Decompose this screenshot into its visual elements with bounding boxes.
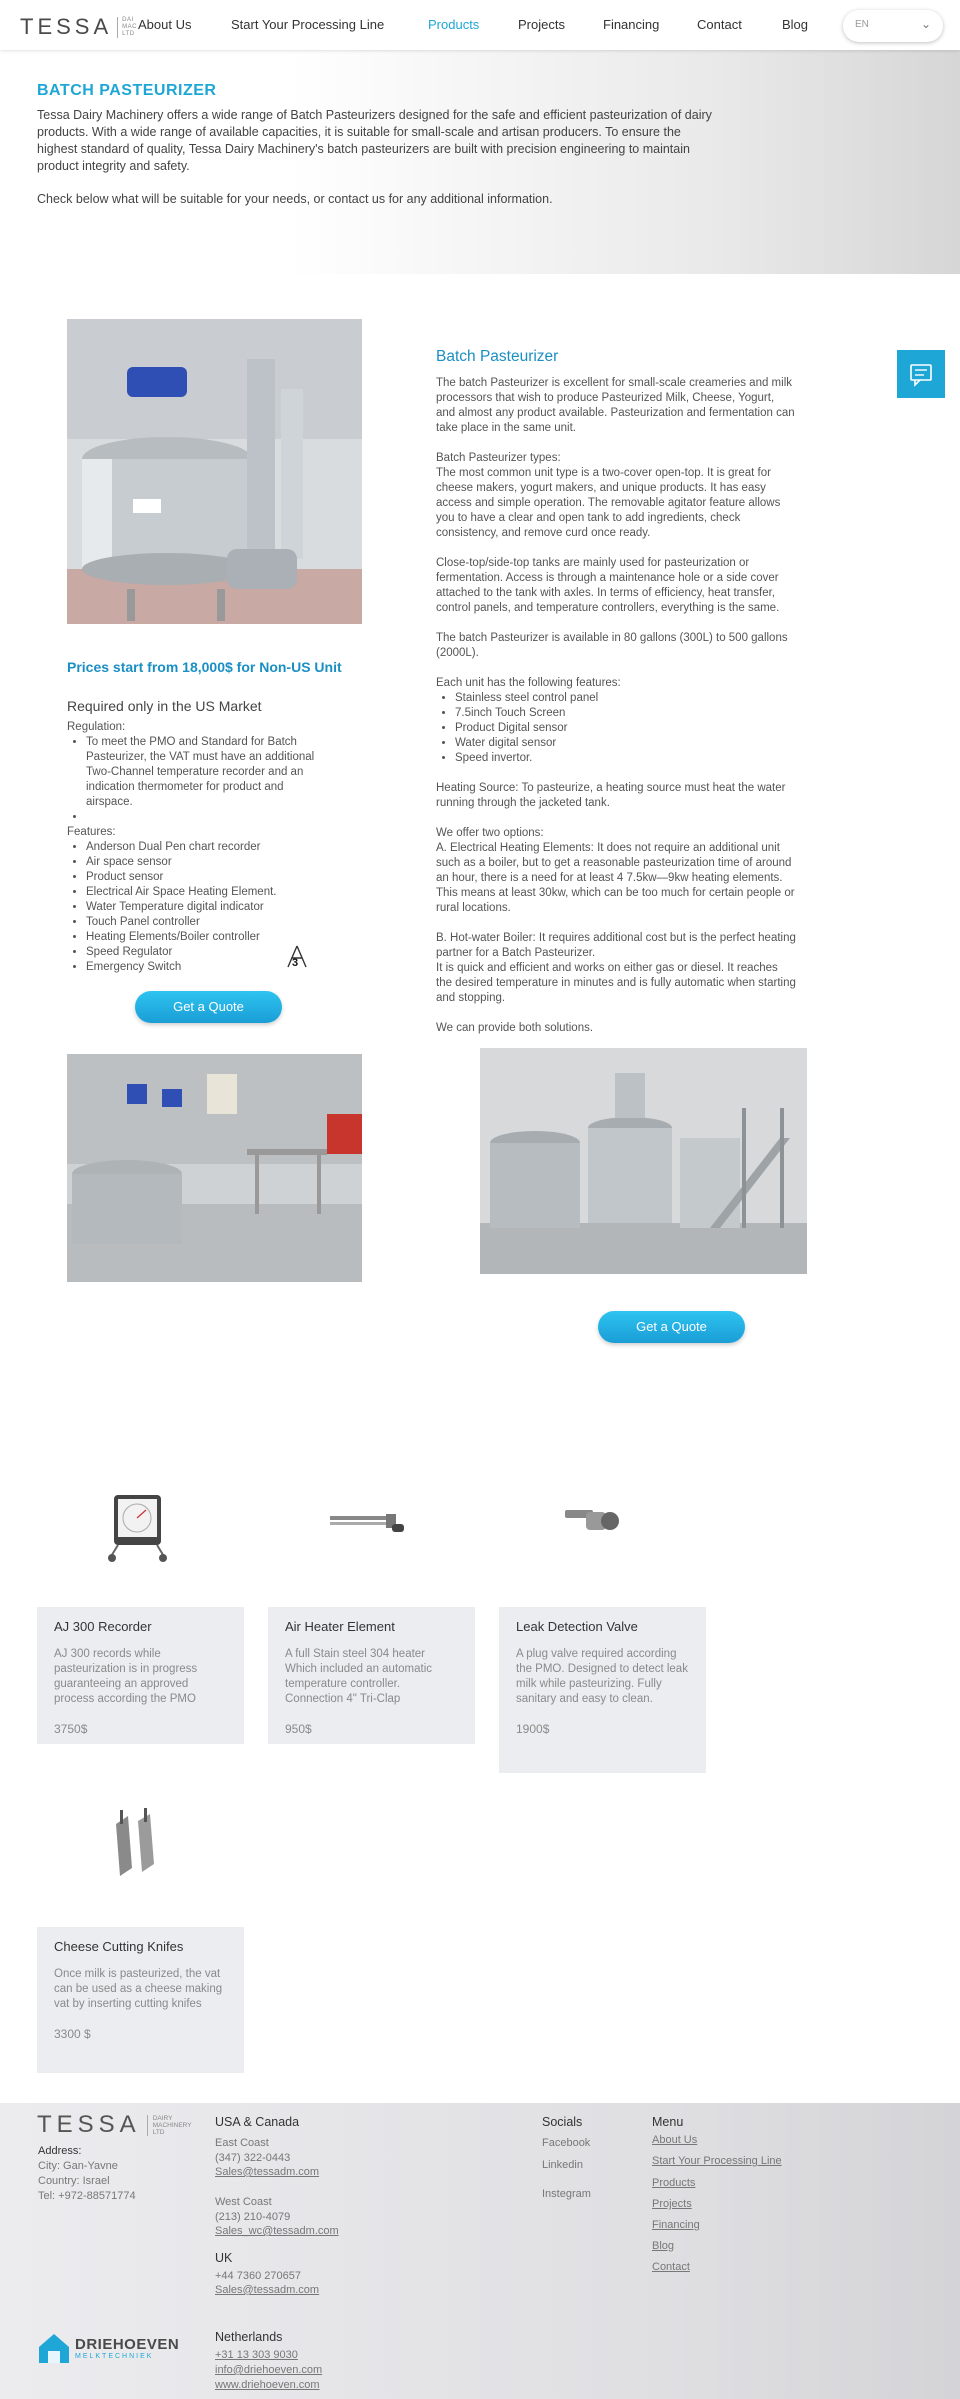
option-b-paragraph: B. Hot-water Boiler: It requires additional cost but is the perfect heating partner for a Batch Pasteurizer. [436,932,796,959]
instagram-link[interactable]: Instegram [542,2188,591,2200]
uk-phone[interactable]: +44 7360 270657 [215,2270,301,2282]
nav-blog[interactable]: Blog [782,17,809,32]
netherlands-phone[interactable]: +31 13 303 9030 [215,2349,298,2361]
list-item: • Air space sensor [86,855,327,870]
uk-title: UK [215,2251,233,2265]
list-item: • Heating Elements/Boiler controller [86,930,327,945]
tessa-logo[interactable] [20,14,137,40]
footer-link-products[interactable]: Products [652,2177,696,2189]
get-quote-button-right[interactable]: Get a Quote [598,1311,745,1343]
list-item: • Anderson Dual Pen chart recorder [86,840,327,855]
page-title: BATCH PASTEURIZER [37,82,217,99]
solutions-paragraph: We can provide both solutions. [436,1022,594,1034]
heater-rod-icon [328,1508,408,1538]
us-market-title: Required only in the US Market [67,698,262,714]
list-item: • Touch Panel controller [86,915,327,930]
types-label: Batch Pasteurizer types: [436,452,561,464]
list-item: • Product sensor [86,870,327,885]
netherlands-title: Netherlands [215,2330,283,2344]
footer-link-financing[interactable]: Financing [652,2219,700,2231]
section-title: Batch Pasteurizer [436,348,559,365]
product-price: 3750$ [54,1722,88,1736]
list-item: • Electrical Air Space Heating Element. [86,885,327,900]
address-city: City: Gan-Yavne [38,2160,118,2172]
product-price: 950$ [285,1722,312,1736]
product-card[interactable] [268,1607,475,1744]
features-label: Each unit has the following features: [436,677,621,689]
product-description: A full Stain steel 304 heater Which included an automatic temperature controller. Connection 4" Tri-Clap [285,1648,433,1705]
list-item: • Water Temperature digital indicator [86,900,327,915]
east-coast-label: East Coast [215,2137,269,2149]
hero-intro: Tessa Dairy Machinery offers a wide range of Batch Pasteurizers designed for the safe and efficient pasteurization of dairy products. With a wide range of available capacities, it is suitable for small-scale and artisan producers. To ensure the highest standard of quality, Tessa Dairy Machinery's batch pasteurizers are built with precision engineering to maintain product integrity and safety. [37,108,712,173]
hero-cta-text: Check below what will be suitable for your needs, or contact us for any additional information. [37,192,553,206]
netherlands-website[interactable]: www.driehoeven.com [215,2379,320,2391]
list-item: • Stainless steel control panel [455,691,796,706]
facebook-link[interactable]: Facebook [542,2137,591,2149]
price-text: Prices start from 18,000$ for Non-US Unit [67,659,342,675]
option-b-detail: It is quick and efficient and works on either gas or diesel. It reaches the desired temperature in minutes and is fully automatic when starting and stopping. [436,962,796,1004]
nav-start-processing-line[interactable]: Start Your Processing Line [231,17,385,32]
site-footer [0,2103,960,2399]
product-name: AJ 300 Recorder [54,1619,152,1634]
chat-icon [897,350,945,398]
house-icon [37,2331,71,2365]
product-photo-main [67,319,362,624]
badge-number: 3 [292,957,299,969]
nav-projects[interactable]: Projects [518,17,565,32]
language-selector[interactable] [843,10,943,42]
chevron-down-icon: ⌄ [920,17,931,31]
nav-contact[interactable]: Contact [697,17,742,32]
usa-canada-title: USA & Canada [215,2115,300,2129]
footer-link-contact[interactable]: Contact [652,2261,690,2273]
product-description: A plug valve required according the PMO. Designed to detect leak milk while pasteurizing. Fully sanitary and easy to clean. [516,1648,688,1705]
driehoeven-logo[interactable] [37,2331,179,2365]
product-name: Leak Detection Valve [516,1619,638,1634]
footer-link-blog[interactable]: Blog [652,2240,675,2252]
product-description: AJ 300 records while pasteurization is in progress guaranteeing an approved process according the PMO [54,1648,198,1705]
us-requirements [67,720,327,975]
product-price: 3300 $ [54,2027,91,2041]
product-description [436,376,796,1036]
intro-paragraph: The batch Pasteurizer is excellent for small-scale creameries and milk processors that wish to produce Pasteurized Milk, Cheese, Yogurt, and almost any product available. Pasteurization and fermentation can take place in the same unit. [436,377,795,434]
list-item [86,810,327,825]
address-country: Country: Israel [38,2175,110,2187]
footer-logo-text: TESSA [37,2111,141,2138]
socials-title: Socials [542,2115,583,2129]
logo-text: TESSA [20,14,113,39]
valve-icon [560,1502,620,1537]
regulation-list [86,735,327,825]
nav-about-us[interactable]: About Us [138,17,192,32]
factory-photo-1 [67,1054,362,1282]
factory-photo-2 [480,1048,807,1274]
product-card[interactable] [37,1607,244,1744]
west-coast-label: West Coast [215,2196,272,2208]
features-list [455,691,796,766]
list-item: • Emergency Switch [86,960,327,975]
west-coast-phone[interactable]: (213) 210-4079 [215,2211,291,2223]
features-label: Features: [67,826,116,838]
certification-badge [286,945,308,971]
footer-link-projects[interactable]: Projects [652,2198,692,2210]
product-card[interactable] [37,1927,244,2073]
language-value: EN [855,19,869,30]
product-card[interactable] [499,1607,706,1773]
regulation-label: Regulation: [67,721,126,733]
heating-source-paragraph: Heating Source: To pasteurize, a heating source must heat the water running through the jacketed tank. [436,782,786,809]
netherlands-email[interactable]: info@driehoeven.com [215,2364,323,2376]
capacity-paragraph: The batch Pasteurizer is available in 80 gallons (300L) to 500 gallons (2000L). [436,632,788,659]
chart-recorder-icon [100,1490,175,1565]
east-coast-phone[interactable]: (347) 322-0443 [215,2152,291,2164]
cheese-knife-icon [98,1806,173,1881]
partner-subtitle: MELKTECHNIEK [75,2353,154,2360]
menu-title: Menu [652,2115,684,2129]
product-price: 1900$ [516,1722,550,1736]
nav-products[interactable]: Products [428,17,480,32]
list-item: • Speed Regulator [86,945,327,960]
address-phone: Tel: +972-88571774 [38,2190,136,2202]
option-a-paragraph: A. Electrical Heating Elements: It does not require an additional unit such as a boiler, but to get a reasonable pasteurization time of around an hour, there is a need for at least 4 7.5kw—9kw heating elements. This means at least 30kw, which can be too much for certain people or rural locations. [436,842,795,914]
footer-logo-subtitle: DAIRY MACHINERY LTD [147,2115,192,2136]
partner-name: DRIEHOEVEN [75,2336,180,2353]
chat-button[interactable] [897,350,945,398]
nav-financing[interactable]: Financing [603,17,660,32]
footer-link-start-processing-line[interactable]: Start Your Processing Line [652,2155,782,2167]
closed-top-paragraph: Close-top/side-top tanks are mainly used for pasteurization or fermentation. Access is through a maintenance hole or a side cover attached to the tank with axles. In terms of efficiency, heat transfer, control panels, and temperature controllers, everything is the same. [436,557,780,614]
footer-link-about-us[interactable]: About Us [652,2134,698,2146]
product-name: Cheese Cutting Knifes [54,1939,184,1954]
list-item: • Product Digital sensor [455,721,796,736]
options-label: We offer two options: [436,827,544,839]
list-item: • 7.5inch Touch Screen [455,706,796,721]
list-item: • To meet the PMO and Standard for Batch Pasteurizer, the VAT must have an additional Two-Channel temperature recorder and an indication thermometer for product and airspace. [86,735,327,810]
list-item: • Water digital sensor [455,736,796,751]
linkedin-link[interactable]: Linkedin [542,2159,583,2171]
site-header [0,0,960,50]
product-name: Air Heater Element [285,1619,395,1634]
logo-subtitle: DAI MAC LTD [117,17,137,38]
list-item: • Speed invertor. [455,751,796,766]
footer-logo[interactable] [37,2111,192,2139]
east-coast-email[interactable]: Sales@tessadm.com [215,2166,320,2178]
west-coast-email[interactable]: Sales_wc@tessadm.com [215,2225,339,2237]
product-description: Once milk is pasteurized, the vat can be used as a cheese making vat by inserting cutting knifes [54,1968,223,2010]
uk-email[interactable]: Sales@tessadm.com [215,2284,320,2296]
address-label: Address: [38,2145,82,2157]
types-paragraph: The most common unit type is a two-cover open-top. It is great for cheese makers, yogurt makers, and unique products. It has easy access and simple operation. The removable agitator feature allows you to have a clear and open tank to add ingredients, check consistency, and remove curd once ready. [436,467,781,539]
get-quote-button-left[interactable]: Get a Quote [135,991,282,1023]
